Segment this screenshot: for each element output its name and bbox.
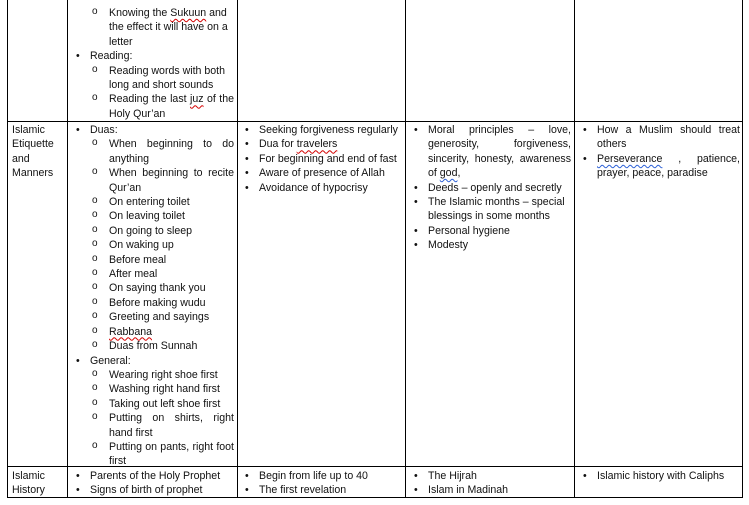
list-item: • Duas: o When beginning to do anything o When beginning to recite Qur’an o On entering toilet o On leaving toilet o On going to sleep o On waking up o Before meal o After meal o On saying thank you o Before making wudu o Greeting and sayings o Rabbana o Duas from Sunnah <box>72 123 234 354</box>
list-item: • General: o Wearing right shoe first o Washing right hand first o Taking out left shoe first o Putting on shirts, right hand first o Putting on pants, right foot first <box>72 354 234 469</box>
history-col2-list <box>241 469 403 498</box>
etiquette-col1 <box>72 123 234 469</box>
list-item: o When beginning to do anything <box>90 137 234 166</box>
list-item: o Knowing the Sukuun and the effect it will have on a letter <box>90 6 234 49</box>
table-border-right <box>742 0 743 498</box>
row-label-history: Islamic History <box>12 470 45 497</box>
list-item: • Avoidance of hypocrisy <box>241 181 403 195</box>
list-item: • Deeds – openly and secretly <box>410 181 571 195</box>
list-item: o On entering toilet <box>90 195 234 209</box>
list-item: • Signs of birth of prophet <box>72 483 234 497</box>
history-col1 <box>72 469 234 498</box>
list-item: • How a Muslim should treat others <box>579 123 740 152</box>
list-item: o On leaving toilet <box>90 209 234 223</box>
list-item: o Reading the last juz of the Holy Qur’an <box>90 92 234 121</box>
list-item: o On going to sleep <box>90 224 234 238</box>
list-item: • Moral principles – love, generosity, forgiveness, sincerity, honesty, awareness of god, <box>410 123 571 181</box>
list-item: • Perseverance , patience, prayer, peace, paradise <box>579 152 740 181</box>
column-divider-1 <box>67 0 68 498</box>
list-item: o Reading words with both long and short sounds <box>90 64 234 93</box>
list-item: o Taking out left shoe first <box>90 397 234 411</box>
list-item: o Washing right hand first <box>90 382 234 396</box>
list-item: • The Islamic months – special blessings in some months <box>410 195 571 224</box>
history-col3-list <box>410 469 571 498</box>
duas-list <box>72 123 234 469</box>
list-item: • Islamic history with Caliphs <box>579 469 740 483</box>
history-col3 <box>410 469 571 498</box>
etiquette-col2 <box>241 123 403 195</box>
list-item: o Before meal <box>90 253 234 267</box>
list-item: o Putting on shirts, right hand first <box>90 411 234 440</box>
top-row-content <box>72 6 234 121</box>
etiquette-col3 <box>410 123 571 253</box>
duas-sublist <box>90 137 234 353</box>
list-item: • Modesty <box>410 238 571 252</box>
column-divider-4 <box>574 0 575 498</box>
reading-list <box>72 49 234 121</box>
reading-sublist <box>90 64 234 122</box>
list-item: o When beginning to recite Qur’an <box>90 166 234 195</box>
list-item: o Rabbana <box>90 325 234 339</box>
list-item: • Dua for travelers <box>241 137 403 151</box>
general-sublist <box>90 368 234 469</box>
sukuun-list <box>90 6 234 49</box>
table-border-left <box>7 0 8 498</box>
history-col1-list <box>72 469 234 498</box>
etiquette-col4-list <box>579 123 740 181</box>
list-item: o After meal <box>90 267 234 281</box>
list-item: • For beginning and end of fast <box>241 152 403 166</box>
list-item: • Reading: o Reading words with both long and short sounds o Reading the last juz of the Holy Qur’an <box>72 49 234 121</box>
list-item: o Wearing right shoe first <box>90 368 234 382</box>
list-item: • Parents of the Holy Prophet <box>72 469 234 483</box>
list-item: o On waking up <box>90 238 234 252</box>
row-label-etiquette: Islamic Etiquette and Manners <box>12 124 54 180</box>
list-item: o On saying thank you <box>90 281 234 295</box>
etiquette-col3-list <box>410 123 571 253</box>
list-item: o Greeting and sayings <box>90 310 234 324</box>
list-item: • Islam in Madinah <box>410 483 571 497</box>
list-item: • The first revelation <box>241 483 403 497</box>
column-divider-3 <box>405 0 406 498</box>
list-item: o Duas from Sunnah <box>90 339 234 353</box>
column-divider-2 <box>237 0 238 498</box>
history-col2 <box>241 469 403 498</box>
etiquette-col2-list <box>241 123 403 195</box>
list-item: o Putting on pants, right foot first <box>90 440 234 469</box>
list-item: • Aware of presence of Allah <box>241 166 403 180</box>
etiquette-col4 <box>579 123 740 181</box>
list-item: • Begin from life up to 40 <box>241 469 403 483</box>
list-item: o Before making wudu <box>90 296 234 310</box>
history-col4-list <box>579 469 740 483</box>
list-item: • Personal hygiene <box>410 224 571 238</box>
history-col4 <box>579 469 740 483</box>
list-item: • Seeking forgiveness regularly <box>241 123 403 137</box>
list-item: • The Hijrah <box>410 469 571 483</box>
